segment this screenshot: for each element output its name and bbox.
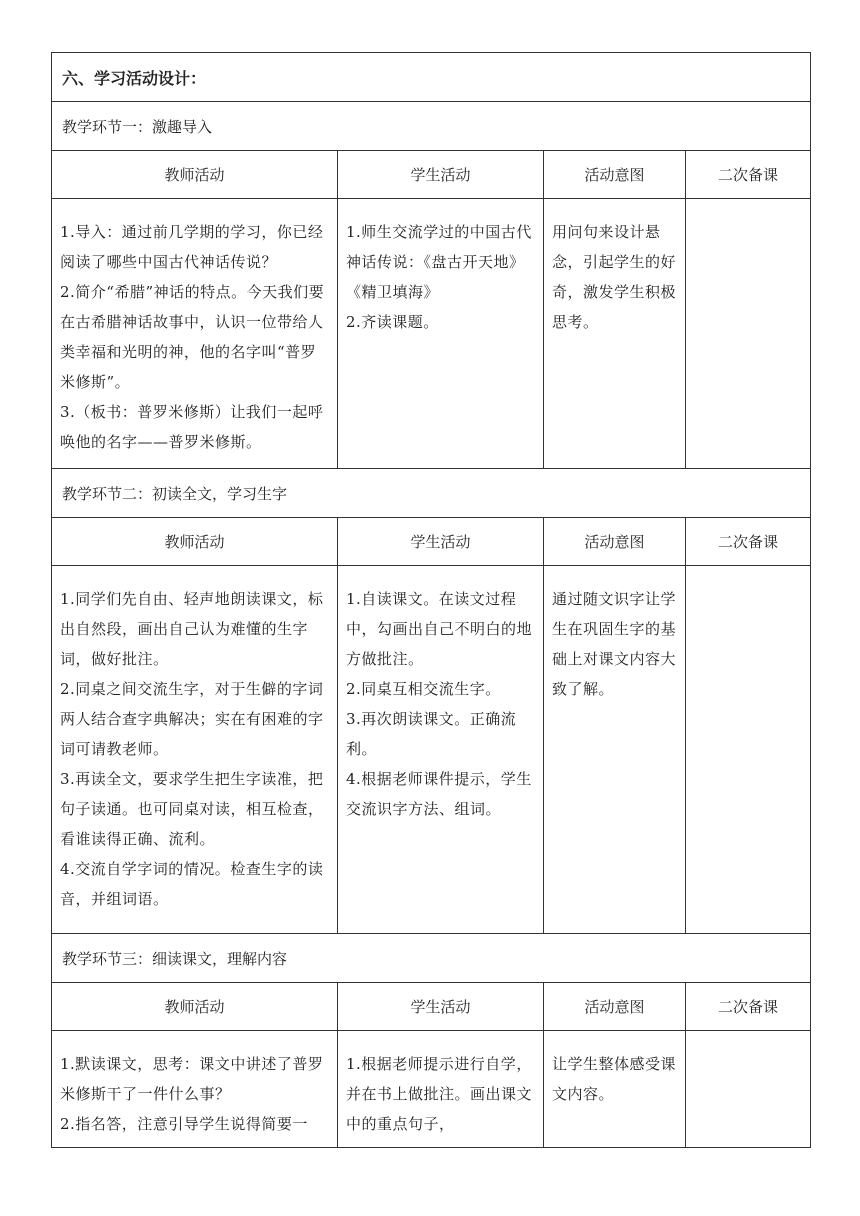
intent-item: 通过随文识字让学生在巩固生字的基础上对课文内容大致了解。 xyxy=(552,590,677,698)
student-item: 3.再次朗读课文。正确流利。 xyxy=(346,710,517,758)
student-item: 2.同桌互相交流生字。 xyxy=(346,680,501,698)
intent-cell xyxy=(544,1031,686,1148)
header-intent: 活动意图 xyxy=(544,518,686,566)
student-item: 1.根据老师提示进行自学，并在书上做批注。画出课文中的重点句子， xyxy=(346,1055,533,1133)
teacher-item: 2.简介“希腊”神话的特点。今天我们要在古希腊神话故事中，认识一位带给人类幸福和光明的神，他的名字叫“普罗米修斯”。 xyxy=(60,283,325,391)
teacher-item: 1.导入：通过前几学期的学习，你已经阅读了哪些中国古代神话传说？ xyxy=(60,223,324,271)
header-student: 学生活动 xyxy=(338,518,544,566)
header-intent: 活动意图 xyxy=(544,983,686,1031)
student-item: 2.齐读课题。 xyxy=(346,313,439,331)
header-teacher: 教师活动 xyxy=(52,518,338,566)
table-row xyxy=(52,1031,811,1148)
stage-title-3: 教学环节三：细读课文，理解内容 xyxy=(52,934,811,983)
student-item: 4.根据老师课件提示，学生交流识字方法、组词。 xyxy=(346,770,532,818)
table-row xyxy=(52,566,811,934)
stage-title-1: 教学环节一：激趣导入 xyxy=(52,102,811,151)
header-intent: 活动意图 xyxy=(544,151,686,199)
column-header-row xyxy=(52,518,811,566)
student-item: 1.师生交流学过的中国古代神话传说：《盘古开天地》《精卫填海》 xyxy=(346,223,532,301)
notes-cell[interactable] xyxy=(686,566,811,934)
teacher-item: 3.（板书：普罗米修斯）让我们一起呼唤他的名字——普罗米修斯。 xyxy=(60,403,324,451)
header-notes: 二次备课 xyxy=(686,151,811,199)
teacher-item: 2.同桌之间交流生字，对于生僻的字词两人结合查字典解决；实在有困难的字词可请教老师。 xyxy=(60,680,324,758)
header-student: 学生活动 xyxy=(338,983,544,1031)
student-item: 1.自读课文。在读文过程中，勾画出自己不明白的地方做批注。 xyxy=(346,590,533,668)
student-activity-cell xyxy=(338,1031,544,1148)
teacher-activity-cell xyxy=(52,566,338,934)
header-notes: 二次备课 xyxy=(686,983,811,1031)
teacher-activity-cell xyxy=(52,1031,338,1148)
table-row xyxy=(52,199,811,469)
section-title: 六、学习活动设计： xyxy=(52,53,811,102)
header-notes: 二次备课 xyxy=(686,518,811,566)
teacher-activity-cell xyxy=(52,199,338,469)
stage-title-2: 教学环节二：初读全文，学习生字 xyxy=(52,469,811,518)
teacher-item: 3.再读全文，要求学生把生字读准，把句子读通。也可同桌对读，相互检查，看谁读得正确、流利。 xyxy=(60,770,324,848)
notes-cell[interactable] xyxy=(686,1031,811,1148)
header-teacher: 教师活动 xyxy=(52,151,338,199)
student-activity-cell xyxy=(338,199,544,469)
teacher-item: 1.同学们先自由、轻声地朗读课文，标出自然段，画出自己认为难懂的生字词，做好批注。 xyxy=(60,590,324,668)
column-header-row xyxy=(52,151,811,199)
header-student: 学生活动 xyxy=(338,151,544,199)
lesson-plan-table xyxy=(51,52,811,1148)
intent-item: 用问句来设计悬念，引起学生的好奇，激发学生积极思考。 xyxy=(552,223,677,331)
teacher-item: 1.默读课文，思考：课文中讲述了普罗米修斯干了一件什么事？ xyxy=(60,1055,324,1103)
teacher-item: 2.指名答，注意引导学生说得简要一 xyxy=(60,1115,308,1133)
intent-cell xyxy=(544,566,686,934)
header-teacher: 教师活动 xyxy=(52,983,338,1031)
teacher-item: 4.交流自学字词的情况。检查生字的读音，并组词语。 xyxy=(60,860,324,908)
notes-cell[interactable] xyxy=(686,199,811,469)
student-activity-cell xyxy=(338,566,544,934)
column-header-row xyxy=(52,983,811,1031)
intent-cell xyxy=(544,199,686,469)
intent-item: 让学生整体感受课文内容。 xyxy=(552,1055,677,1103)
